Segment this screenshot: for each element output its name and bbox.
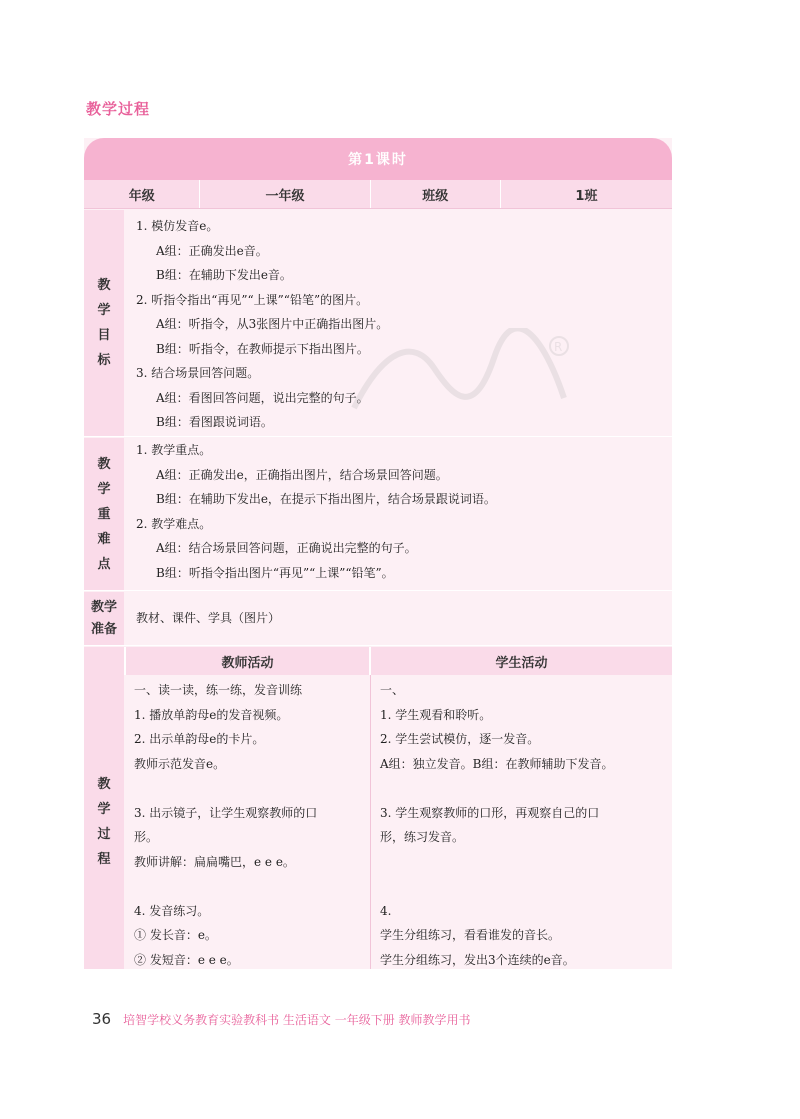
text-line: 1. 播放单韵母e的发音视频。 (134, 707, 289, 722)
keypoints-content (128, 438, 672, 585)
activities-header (84, 647, 672, 675)
text-line: A组：正确发出e，正确指出图片，结合场景回答问题。 (156, 467, 448, 482)
lesson-header: 第1课时 (84, 138, 672, 180)
keypoints-label: 教学重难点 (97, 456, 111, 572)
teacher-activity-header: 教师活动 (124, 647, 369, 675)
text-line: 2. 出示单韵母e的卡片。 (134, 732, 265, 746)
prep-content (128, 606, 672, 631)
student-activity-column (380, 678, 670, 972)
text-line: B组：在辅助下发出e音。 (156, 268, 292, 282)
section-title: 教学过程 (86, 100, 151, 118)
text-line (134, 776, 368, 801)
lesson-plan-table (84, 138, 672, 969)
text-line: 学生分组练习，发出3个连续的e音。 (380, 952, 575, 967)
text-line: A组：看图回答问题，说出完整的句子。 (156, 390, 369, 405)
goals-label: 教学目标 (97, 278, 111, 368)
text-line (134, 874, 368, 899)
grade-label: 年级 (128, 188, 155, 204)
info-row (84, 180, 672, 209)
text-line: 一、 (380, 683, 405, 697)
text-line: 3. 出示镜子，让学生观察教师的口 (134, 805, 318, 820)
text-line: 4. (380, 903, 392, 918)
text-line: ① 发长音：e。 (134, 928, 217, 942)
text-line: 2. 教学难点。 (136, 516, 212, 531)
teacher-activity-column (134, 678, 368, 972)
text-line: 1. 教学重点。 (136, 443, 212, 457)
prep-label-cell (84, 592, 124, 645)
text-line: 1. 学生观看和聆听。 (380, 707, 492, 722)
text-line: 形。 (134, 830, 159, 844)
text-line: 一、读一读，练一练，发音训练 (134, 683, 303, 697)
text-line: 2. 学生尝试模仿，逐一发音。 (380, 732, 540, 746)
footer-book-title: 培智学校义务教育实验教科书 生活语文 一年级下册 教师教学用书 (123, 1013, 471, 1027)
row-divider (84, 590, 672, 591)
text-line: A组：听指令，从3张图片中正确指出图片。 (156, 317, 389, 331)
text-line: 教师讲解：扁扁嘴巴，e e e。 (134, 854, 295, 869)
row-divider (84, 436, 672, 437)
page-number: 36 (92, 1010, 112, 1028)
prep-label-line1: 教学 (90, 599, 117, 615)
goals-label-cell (84, 210, 124, 436)
text-line: B组：在辅助下发出e，在提示下指出图片，结合场景跟说词语。 (156, 492, 496, 506)
page-footer (92, 1010, 471, 1028)
text-line: 4. 发音练习。 (134, 903, 210, 918)
text-line: 1. 模仿发音e。 (136, 219, 219, 233)
grade-value: 一年级 (199, 180, 369, 208)
text-line: 3. 学生观察教师的口形，再观察自己的口 (380, 805, 600, 820)
goals-content (128, 214, 672, 435)
activities-header-blank (84, 647, 124, 675)
text-line: A组：正确发出e音。 (156, 243, 268, 258)
text-line: 学生分组练习，看看谁发的音长。 (380, 928, 561, 942)
text-line: A组：独立发音。B组：在教师辅助下发音。 (380, 756, 614, 771)
text-line: B组：听指令，在教师提示下指出图片。 (156, 341, 369, 356)
column-divider (370, 675, 371, 969)
prep-label-line2: 准备 (90, 621, 117, 637)
text-line (380, 874, 670, 899)
keypoints-label-cell (84, 438, 124, 590)
row-divider (84, 645, 672, 646)
process-label-cell (84, 675, 124, 969)
text-line: B组：听指令指出图片“再见”“上课”“铅笔”。 (156, 565, 394, 580)
svg-text:R: R (554, 340, 563, 354)
text-line: B组：看图跟说词语。 (156, 415, 273, 429)
text-line (380, 776, 670, 801)
text-line: 形，练习发音。 (380, 830, 465, 844)
text-line: 3. 结合场景回答问题。 (136, 366, 260, 380)
student-activity-header: 学生活动 (369, 647, 672, 675)
text-line: A组：结合场景回答问题，正确说出完整的句子。 (156, 541, 417, 555)
text-line: 教师示范发音e。 (134, 756, 226, 771)
class-label: 班级 (370, 180, 500, 208)
text-line: 2. 听指令指出“再见”“上课”“铅笔”的图片。 (136, 292, 369, 307)
text-line (380, 850, 670, 875)
class-value: 1班 (500, 180, 672, 208)
text-line: ② 发短音：e e e。 (134, 952, 239, 967)
prep-text: 教材、课件、学具（图片） (136, 611, 281, 625)
process-label: 教学过程 (97, 777, 111, 867)
